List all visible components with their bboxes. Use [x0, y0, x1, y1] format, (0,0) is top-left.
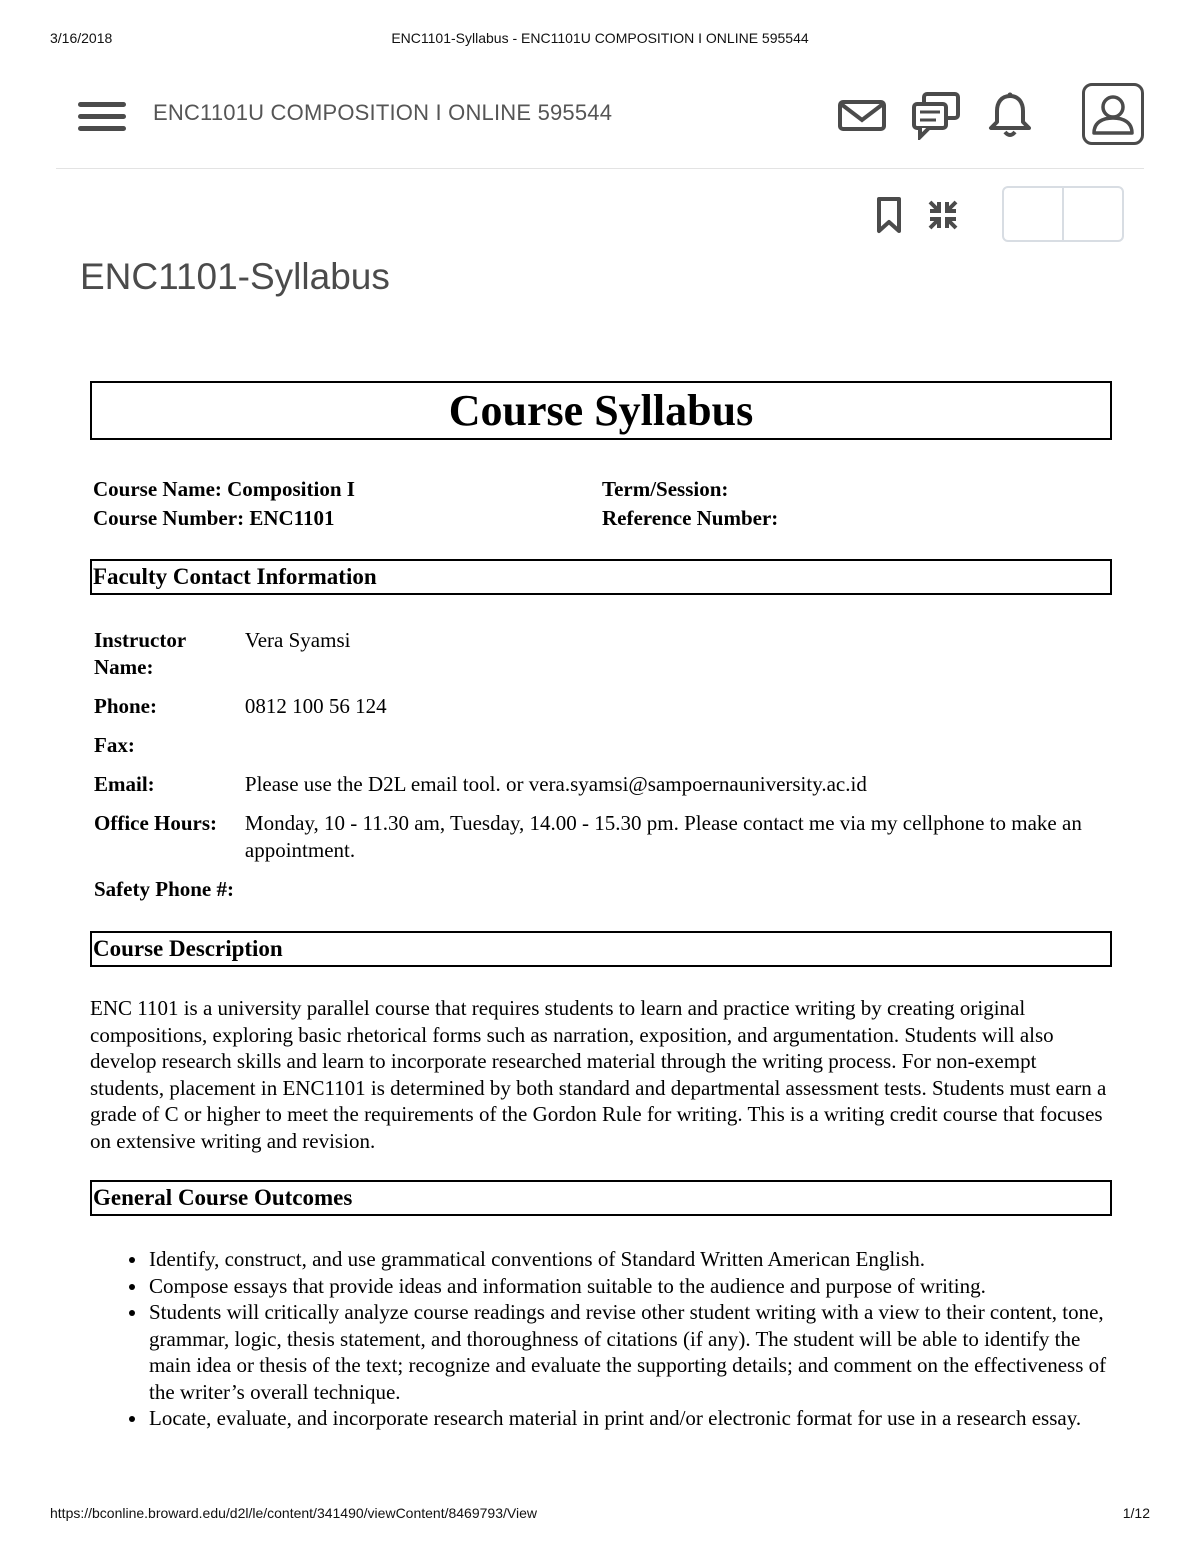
table-row — [94, 627, 1112, 693]
reference-label: Reference Number: — [602, 506, 779, 530]
contact-label: Phone: — [94, 694, 157, 718]
contact-label: Email: — [94, 772, 155, 796]
print-url: https://bconline.broward.edu/d2l/le/content/341490/viewContent/8469793/View — [50, 1505, 537, 1521]
syllabus-document — [90, 381, 1112, 1432]
course-meta — [90, 477, 1112, 541]
course-name-label: Course Name: — [93, 477, 222, 501]
description-section-header: Course Description — [90, 931, 1112, 967]
list-item: • Students will critically analyze course readings and revise other student writing with a view to their content, tone, grammar, logic, thesis statement, and thoroughness of citations (if any). The student will be able to identify the main idea or thesis of the text; recognize and evaluate the supporting details; and comment on the effectiveness of the writer’s overall technique. — [148, 1299, 1112, 1405]
fullscreen-icon[interactable] — [926, 196, 960, 234]
table-row — [94, 732, 1112, 771]
contact-value: Vera Syamsi — [244, 628, 351, 652]
print-header — [50, 30, 1150, 50]
next-topic-button[interactable] — [1064, 188, 1122, 240]
chat-icon[interactable] — [910, 90, 962, 140]
bell-icon[interactable] — [984, 90, 1036, 140]
print-title: ENC1101-Syllabus - ENC1101U COMPOSITION I ONLINE 595544 — [391, 30, 809, 46]
table-row — [94, 810, 1112, 876]
print-date: 3/16/2018 — [50, 30, 113, 46]
contact-label: Fax: — [94, 733, 135, 757]
contact-value — [245, 732, 1112, 771]
content-toolbar — [864, 186, 1124, 242]
mail-icon[interactable] — [836, 90, 888, 140]
print-footer — [50, 1505, 1150, 1525]
page-title: ENC1101-Syllabus — [80, 256, 390, 297]
table-row — [94, 876, 1112, 915]
list-item: • Identify, construct, and use grammatical conventions of Standard Written American English. — [148, 1246, 1112, 1273]
course-number-label: Course Number: — [93, 506, 245, 530]
contact-value[interactable]: Please use the D2L email tool. or vera.syamsi@sampoernauniversity.ac.id — [244, 772, 867, 796]
course-navbar — [56, 80, 1144, 169]
course-name-value: Composition I — [227, 477, 355, 501]
faculty-section-header: Faculty Contact Information — [90, 559, 1112, 595]
contact-value: 0812 100 56 124 — [244, 694, 387, 718]
syllabus-title: Course Syllabus — [90, 381, 1112, 440]
menu-icon[interactable] — [78, 102, 126, 134]
list-item: • Locate, evaluate, and incorporate research material in print and/or electronic format for use in a research essay. — [148, 1405, 1112, 1432]
outcomes-section-header: General Course Outcomes — [90, 1180, 1112, 1216]
bookmark-icon[interactable] — [872, 196, 906, 234]
contact-label: Instructor Name: — [94, 628, 186, 679]
table-row — [94, 771, 1112, 810]
contact-label: Safety Phone #: — [94, 877, 234, 901]
contact-label: Office Hours: — [94, 811, 218, 835]
contact-value: Monday, 10 - 11.30 am, Tuesday, 14.00 - 15.30 pm. Please contact me via my cellphone to make an appointment. — [244, 811, 1082, 862]
table-row — [94, 693, 1112, 732]
outcomes-list — [90, 1246, 1112, 1432]
contact-value — [245, 876, 1112, 915]
page-number: 1/12 — [1122, 1505, 1150, 1521]
course-name[interactable]: ENC1101U COMPOSITION I ONLINE 595544 — [153, 100, 613, 125]
user-icon[interactable] — [1082, 83, 1144, 145]
course-number-value: ENC1101 — [249, 506, 335, 530]
contact-table — [94, 627, 1112, 915]
list-item: • Compose essays that provide ideas and information suitable to the audience and purpose of writing. — [148, 1273, 1112, 1300]
term-label: Term/Session: — [602, 477, 729, 501]
topic-navigation — [1002, 186, 1124, 242]
previous-topic-button[interactable] — [1004, 188, 1064, 240]
course-description: ENC 1101 is a university parallel course that requires students to learn and practice writing by creating original compositions, exploring basic rhetorical forms such as narration, exposition, and argumentation. Students will also develop research skills and learn to incorporate researched material through the writing process. For non-exempt students, placement in ENC1101 is determined by both standard and departmental assessment tests. Students must earn a grade of C or higher to meet the requirements of the Gordon Rule for writing. This is a writing credit course that focuses on extensive writing and revision. — [90, 996, 1107, 1153]
